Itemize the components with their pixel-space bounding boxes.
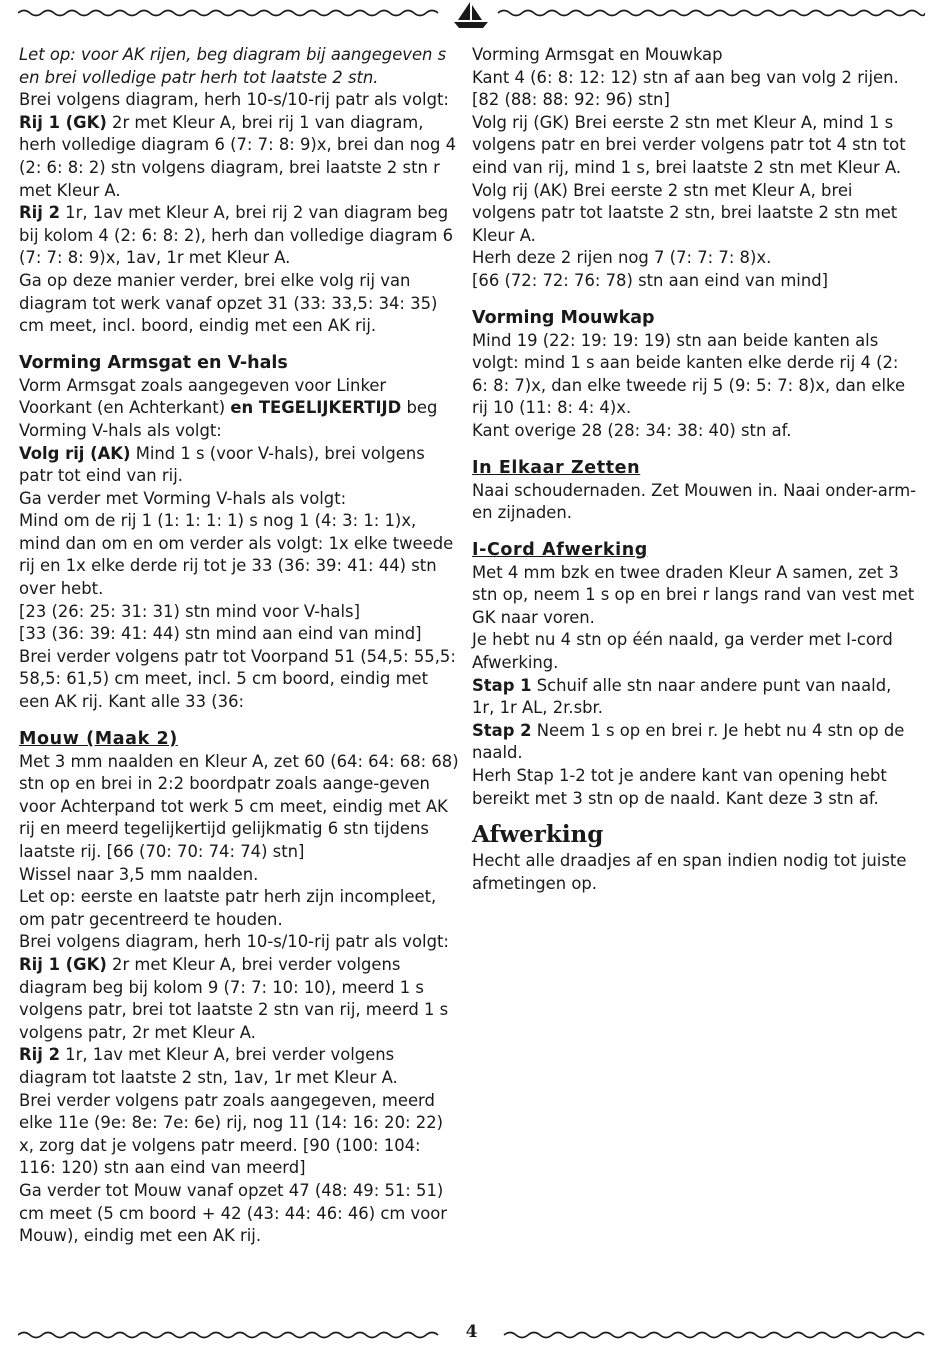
text: beg Vorming V-hals als volgt: — [19, 398, 438, 440]
row-text: 2r met Kleur A, brei rij 1 van diagram, herh volledige diagram 6 (7: 7: 8: 9)x, brei dan nog 4 (2: 6: 8: 2) stn volgens diagram, brei laatste 2 stn r met Kleur A. — [19, 112, 457, 200]
paragraph: Kant overige 28 (28: 34: 38: 40) stn af. — [472, 420, 792, 440]
paragraph — [19, 375, 459, 443]
text: Vorm Armsgat zoals aangegeven voor Linker Voorkant (en Achterkant) — [19, 375, 387, 418]
paragraph: [66 (72: 72: 76: 78) stn aan eind van mind] — [472, 270, 829, 290]
paragraph: Mind 19 (22: 19: 19: 19) stn aan beide kanten als volgt: mind 1 s aan beide kanten elke derde rij 4 (2: 6: 8: 7)x, dan elke tweede rij 5 (9: 5: 7: 8)x, dan elke rij 10 (11: 8: 4: 4)x. — [472, 330, 906, 418]
paragraph: Herh Stap 1-2 tot je andere kant van opening hebt bereikt met 3 stn op de naald. Kant deze 3 stn af. — [472, 766, 887, 808]
step-2-instruction — [472, 720, 918, 765]
paragraph: Ga verder tot Mouw vanaf opzet 47 (48: 49: 51: 51) cm meet (5 cm boord + 42 (43: 44: 46: 46) cm voor Mouw), eindig met een AK rij. — [19, 1180, 448, 1246]
paragraph: [33 (36: 39: 41: 44) stn mind aan eind van mind] — [19, 624, 422, 644]
section-heading-mouwkap: Vorming Mouwkap — [472, 307, 655, 328]
page-number-container — [0, 1322, 943, 1342]
row-label: Rij 2 — [19, 1045, 60, 1065]
paragraph: Met 4 mm bzk en twee draden Kleur A samen, zet 3 stn op, neem 1 s op en brei r langs rand van vest met GK naar voren. — [472, 562, 915, 627]
step-text: Neem 1 s op en brei r. Je hebt nu 4 stn op de naald. — [472, 720, 905, 763]
paragraph: Hecht alle draadjes af en span indien nodig tot juiste afmetingen op. — [472, 851, 907, 893]
paragraph: Brei volgens diagram, herh 10-s/10-rij patr als volgt: — [19, 90, 449, 110]
step-label: Stap 2 — [472, 720, 532, 740]
row-label: Volg rij (AK) — [19, 443, 131, 463]
left-column — [19, 44, 459, 1248]
paragraph: [23 (26: 25: 31: 31) stn mind voor V-hals] — [19, 601, 360, 621]
section-heading-in-elkaar-zetten: In Elkaar Zetten — [472, 457, 641, 478]
row-1-instruction — [19, 112, 459, 202]
volg-rij-instruction — [19, 443, 459, 488]
paragraph: Je hebt nu 4 stn op één naald, ga verder met I-cord Afwerking. — [472, 630, 893, 673]
row-label: Rij 1 (GK) — [19, 954, 107, 974]
section-heading-afwerking: Afwerking — [472, 821, 604, 849]
section-heading-armsgat: Vorming Armsgat en V-hals — [19, 352, 288, 373]
row-text: Mind 1 s (voor V-hals), brei volgens patr tot eind van rij. — [19, 443, 425, 486]
paragraph: Ga op deze manier verder, brei elke volg rij van diagram tot werk vanaf opzet 31 (33: 33,5: 34: 35) cm meet, incl. boord, eindig met een AK rij. — [19, 270, 438, 336]
paragraph: Kant 4 (6: 8: 12: 12) stn af aan beg van volg 2 rijen. [82 (88: 88: 92: 96) stn] — [472, 67, 899, 110]
row-label: Rij 1 (GK) — [19, 112, 107, 132]
paragraph: Mind om de rij 1 (1: 1: 1: 1) s nog 1 (4: 3: 1: 1)x, mind dan om en om verder als volgt: 1x elke tweede rij en 1x elke derde rij tot je 33 (36: 39: 41: 44) stn over hebt. — [19, 511, 454, 599]
row-2-instruction — [19, 1044, 459, 1089]
paragraph: Met 3 mm naalden en Kleur A, zet 60 (64: 64: 68: 68) stn op en brei in 2:2 boordpatr zoals aange-geven voor Achterpand tot werk 5 cm meet, eindig met AK rij en meerd tegelijkertijd gelijkmatig 6 stn tijdens laatste rij. [66 (70: 70: 74: 74) stn] — [19, 751, 459, 861]
paragraph: Brei volgens diagram, herh 10-s/10-rij patr als volgt: — [19, 932, 449, 952]
paragraph: Vorming Armsgat en Mouwkap — [472, 45, 723, 64]
paragraph: Wissel naar 3,5 mm naalden. — [19, 864, 259, 884]
paragraph: Herh deze 2 rijen nog 7 (7: 7: 7: 8)x. — [472, 248, 772, 268]
paragraph: Let op: eerste en laatste patr herh zijn incompleet, om patr gecentreerd te houden. — [19, 887, 437, 929]
step-1-instruction — [472, 675, 918, 720]
paragraph: Volg rij (GK) Brei eerste 2 stn met Kleur A, mind 1 s volgens patr en brei verder volgens patr tot 4 stn tot eind van rij, mind 1 s, brei laatste 2 stn met Kleur A. — [472, 112, 906, 177]
section-heading-mouw: Mouw (Maak 2) — [19, 728, 178, 749]
row-text: 1r, 1av met Kleur A, brei rij 2 van diagram beg bij kolom 4 (2: 6: 8: 2), herh dan volledige diagram 6 (7: 7: 8: 9)x, 1av, 1r met Kleur A. — [19, 203, 454, 268]
paragraph: Ga verder met Vorming V-hals als volgt: — [19, 488, 347, 508]
step-text: Schuif alle stn naar andere punt van naald, 1r, 1r AL, 2r.sbr. — [472, 675, 892, 718]
right-column — [472, 44, 918, 895]
intro-note: Let op: voor AK rijen, beg diagram bij aangegeven s en brei volledige patr herh tot laatste 2 stn. — [19, 45, 447, 87]
page-number: 4 — [458, 1322, 486, 1342]
row-label: Rij 2 — [19, 203, 60, 223]
row-1-instruction — [19, 954, 459, 1044]
row-text: 1r, 1av met Kleur A, brei verder volgens diagram tot laatste 2 stn, 1av, 1r met Kleur A. — [19, 1045, 398, 1087]
row-text: 2r met Kleur A, brei verder volgens diagram beg bij kolom 9 (7: 7: 10: 10), meerd 1 s volgens patr, brei tot laatste 2 stn van rij, meerd 1 s volgens patr, 2r met Kleur A. — [19, 954, 449, 1042]
paragraph: Brei verder volgens patr tot Voorpand 51 (54,5: 55,5: 58,5: 61,5) cm meet, incl. 5 cm boord, eindig met een AK rij. Kant alle 33 (36: — [19, 646, 456, 712]
step-label: Stap 1 — [472, 675, 532, 695]
bold-text: en TEGELIJKERTIJD — [230, 398, 402, 418]
section-heading-i-cord: I-Cord Afwerking — [472, 539, 648, 560]
sailboat-icon — [450, 0, 492, 30]
paragraph: Naai schoudernaden. Zet Mouwen in. Naai onder-arm- en zijnaden. — [472, 480, 917, 523]
paragraph: Volg rij (AK) Brei eerste 2 stn met Kleur A, brei volgens patr tot laatste 2 stn, brei laatste 2 stn met Kleur A. — [472, 180, 898, 245]
row-2-instruction — [19, 202, 459, 270]
paragraph: Brei verder volgens patr zoals aangegeven, meerd elke 11e (9e: 8e: 7e: 6e) rij, nog 11 (14: 16: 20: 22) x, zorg dat je volgens patr meerd. [90 (100: 104: 116: 120) stn aan eind van meerd] — [19, 1090, 444, 1178]
